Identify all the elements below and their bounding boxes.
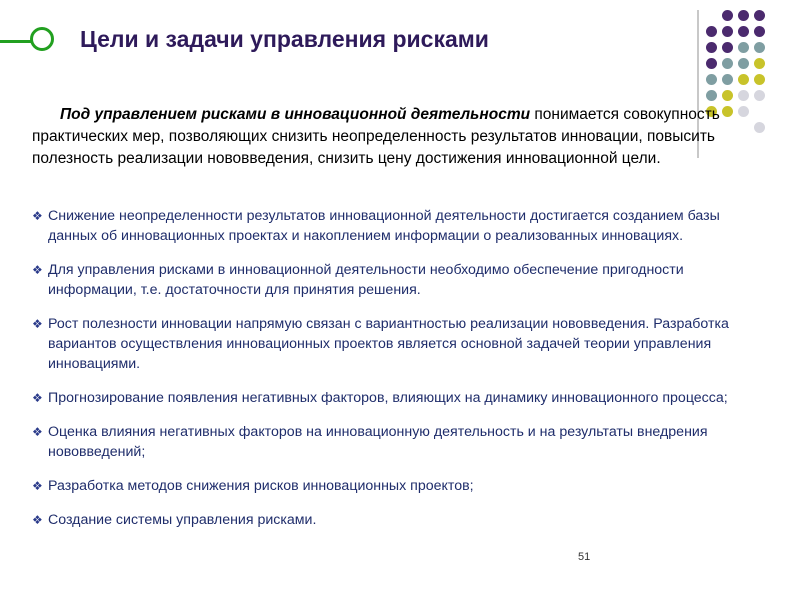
decorative-dot bbox=[754, 58, 765, 69]
decorative-dot bbox=[706, 90, 717, 101]
bullet-text: Прогнозирование появления негативных факторов, влияющих на динамику инновационного процесса; bbox=[48, 390, 728, 406]
bullet-text: Разработка методов снижения рисков инновационных проектов; bbox=[48, 478, 474, 494]
decorative-dot bbox=[706, 42, 717, 53]
decorative-dot bbox=[754, 74, 765, 85]
bullet-text: Создание системы управления рисками. bbox=[48, 512, 317, 528]
decorative-line bbox=[0, 40, 32, 43]
slide-title: Цели и задачи управления рисками bbox=[80, 26, 489, 52]
decorative-dot bbox=[738, 74, 749, 85]
decorative-dot bbox=[706, 74, 717, 85]
decorative-dot bbox=[754, 26, 765, 37]
bullet-list bbox=[32, 206, 762, 544]
bullet-item bbox=[32, 206, 762, 246]
bullet-text: Для управления рисками в инновационной деятельности необходимо обеспечение пригодности информации, т.е. достаточности для принятия решения. bbox=[48, 262, 684, 298]
decorative-dot bbox=[754, 10, 765, 21]
bullet-text: Рост полезности инновации напрямую связан с вариантностью реализации нововведения. Разработка вариантов осуществления инновационных проектов является основной задачей теории управления инновациями. bbox=[48, 316, 729, 372]
diamond-bullet-icon: ❖ bbox=[32, 263, 43, 277]
intro-paragraph bbox=[32, 104, 762, 170]
decorative-circle-icon bbox=[30, 27, 54, 51]
diamond-bullet-icon: ❖ bbox=[32, 209, 43, 223]
diamond-bullet-icon: ❖ bbox=[32, 425, 43, 439]
decorative-dot bbox=[722, 10, 733, 21]
bullet-text: Снижение неопределенности результатов инновационной деятельности достигается созданием базы данных об инновационных проектах и накоплением информации о реализованных инновациях. bbox=[48, 208, 720, 244]
diamond-bullet-icon: ❖ bbox=[32, 513, 43, 527]
diamond-bullet-icon: ❖ bbox=[32, 391, 43, 405]
decorative-dot bbox=[738, 90, 749, 101]
bullet-item bbox=[32, 510, 762, 530]
decorative-dot bbox=[738, 26, 749, 37]
decorative-dot bbox=[706, 26, 717, 37]
bullet-item bbox=[32, 388, 762, 408]
decorative-dot bbox=[722, 74, 733, 85]
decorative-dot bbox=[738, 10, 749, 21]
bullet-item bbox=[32, 422, 762, 462]
bullet-item bbox=[32, 476, 762, 496]
decorative-dot bbox=[706, 58, 717, 69]
diamond-bullet-icon: ❖ bbox=[32, 479, 43, 493]
decorative-dot bbox=[722, 26, 733, 37]
decorative-dot bbox=[738, 42, 749, 53]
intro-emphasis: Под управлением рисками в инновационной деятельности bbox=[60, 106, 531, 123]
decorative-dot bbox=[738, 58, 749, 69]
bullet-item bbox=[32, 260, 762, 300]
decorative-dot bbox=[754, 42, 765, 53]
decorative-dot bbox=[722, 90, 733, 101]
page-number: 51 bbox=[578, 551, 591, 563]
bullet-item bbox=[32, 314, 762, 374]
decorative-dot bbox=[722, 42, 733, 53]
decorative-dot bbox=[722, 58, 733, 69]
decorative-dot bbox=[754, 90, 765, 101]
diamond-bullet-icon: ❖ bbox=[32, 317, 43, 331]
intro-text: понимается совокупность практических мер, позволяющих снизить неопределенность результатов инновации, повысить полезность реализации нововведения, снизить цену достижения инновационной цели. bbox=[32, 106, 720, 167]
bullet-text: Оценка влияния негативных факторов на инновационную деятельность и на результаты внедрения нововведений; bbox=[48, 424, 708, 460]
